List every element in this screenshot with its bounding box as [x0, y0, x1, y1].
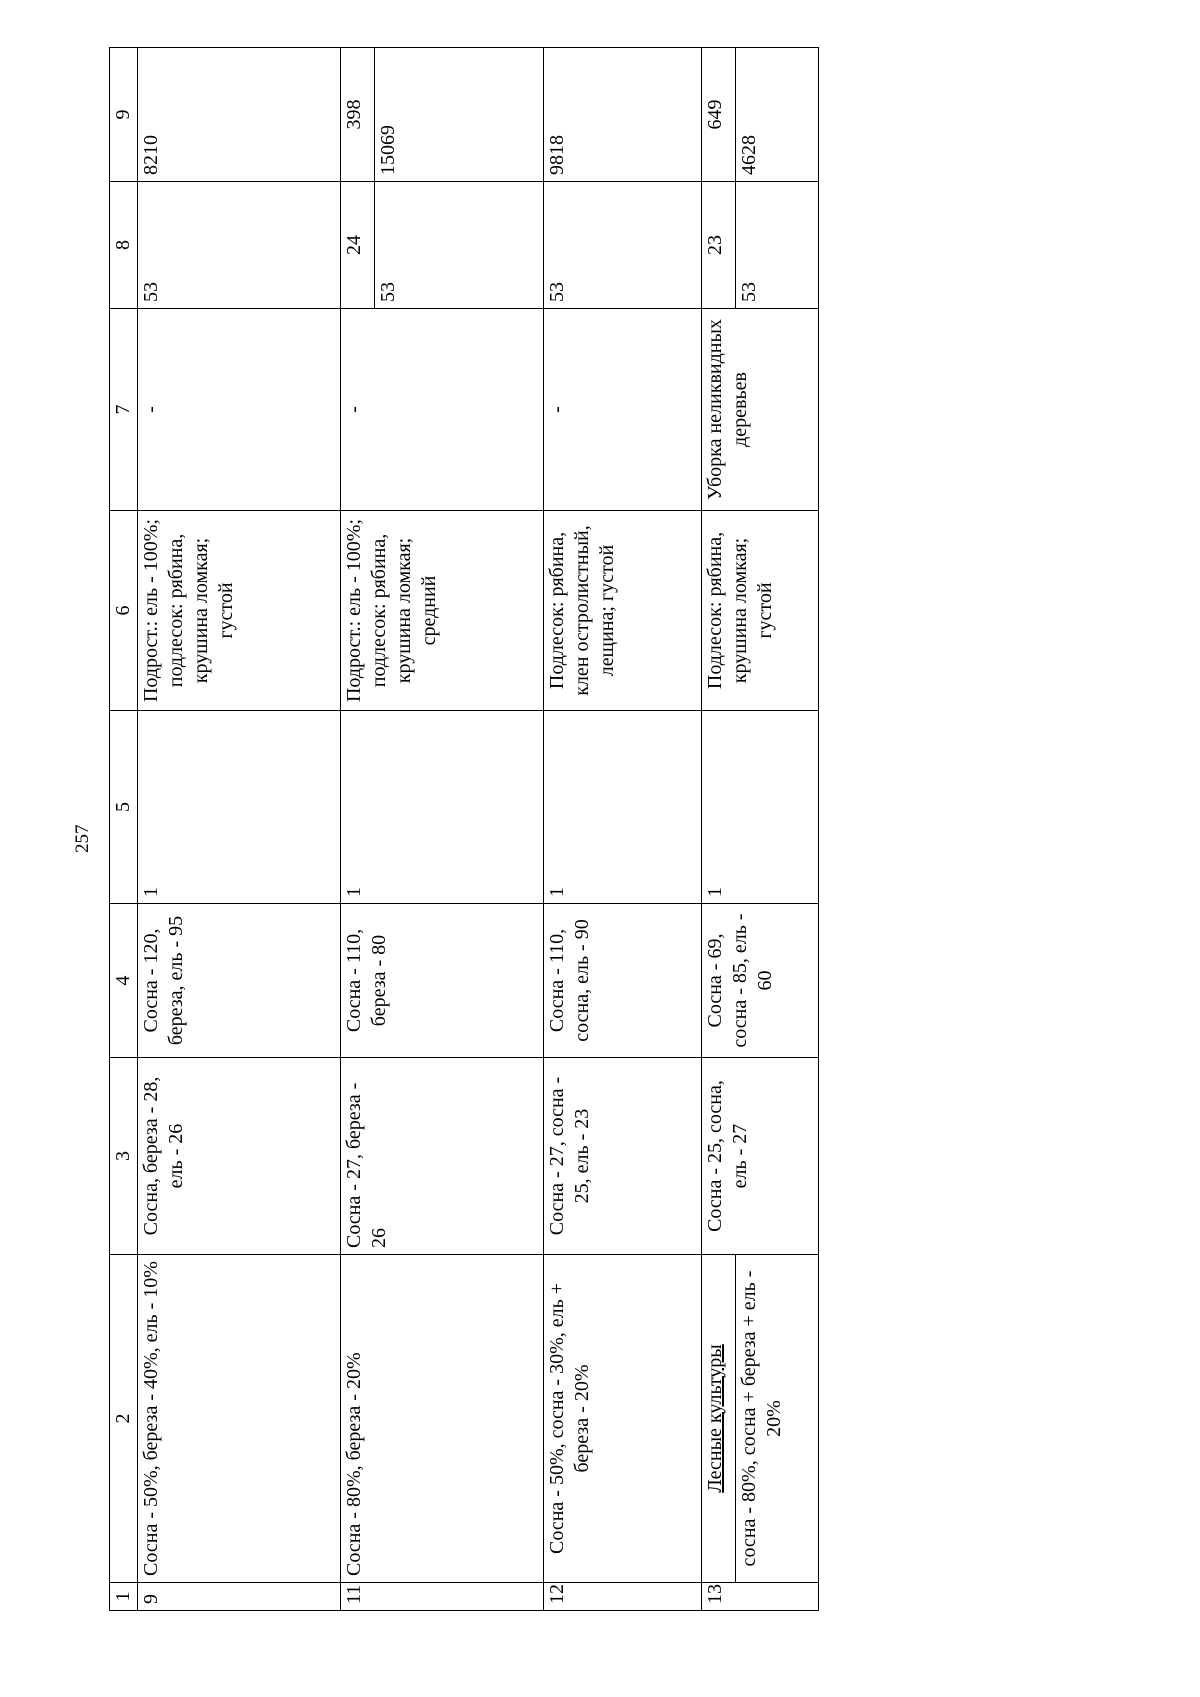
header-row: [110, 48, 138, 1611]
table-row: [543, 48, 701, 1611]
col8-cell: 53: [543, 182, 701, 309]
col8-cell: 53: [138, 182, 340, 309]
col9-cell: 649: [701, 48, 736, 182]
row-number: 13: [701, 1583, 818, 1611]
header-cell: 9: [110, 48, 138, 182]
height-cell: Сосна - 27, сосна - 25, ель - 23: [543, 1058, 701, 1255]
header-cell: 4: [110, 904, 138, 1058]
class-cell: 1: [138, 711, 340, 904]
composition-cell: Сосна - 50%, береза - 40%, ель - 10%: [138, 1255, 340, 1583]
header-cell: 8: [110, 182, 138, 309]
age-cell: Сосна - 110, береза - 80: [340, 904, 543, 1058]
height-cell: Сосна - 25, сосна, ель - 27: [701, 1058, 818, 1255]
age-cell: Сосна - 69, сосна - 85, ель - 60: [701, 904, 818, 1058]
age-cell: Сосна - 110, сосна, ель - 90: [543, 904, 701, 1058]
composition-title-cell: Лесные культуры: [701, 1255, 736, 1583]
measures-cell: -: [340, 309, 543, 511]
header-cell: 7: [110, 309, 138, 511]
measures-cell: -: [138, 309, 340, 511]
undergrowth-cell: Подрост.: ель - 100%; подлесок: рябина, крушина ломкая; средний: [340, 511, 543, 711]
class-cell: 1: [701, 711, 818, 904]
height-cell: Сосна - 27, береза - 26: [340, 1058, 543, 1255]
forest-inventory-table: [109, 47, 819, 1611]
table-row: [340, 48, 375, 1611]
col8-cell: 24: [340, 182, 375, 309]
table-row: [701, 48, 736, 1611]
header-cell: 2: [110, 1255, 138, 1583]
table-row: [138, 48, 340, 1611]
col9-cell: 8210: [138, 48, 340, 182]
header-cell: 5: [110, 711, 138, 904]
composition-cell: сосна - 80%, сосна + береза + ель - 20%: [736, 1255, 819, 1583]
measures-cell: Уборка неликвидных деревьев: [701, 309, 818, 511]
undergrowth-cell: Подлесок: рябина, клен остролистный, лещина; густой: [543, 511, 701, 711]
col8-cell: 23: [701, 182, 736, 309]
class-cell: 1: [543, 711, 701, 904]
class-cell: 1: [340, 711, 543, 904]
row-number: 9: [138, 1583, 340, 1611]
col9-cell: 15069: [375, 48, 544, 182]
composition-cell: Сосна - 80%, береза - 20%: [340, 1255, 543, 1583]
rotated-table-wrapper: [109, 48, 819, 1611]
undergrowth-cell: Подлесок: рябина, крушина ломкая; густой: [701, 511, 818, 711]
composition-cell: Сосна - 50%, сосна - 30%, ель + береза - 20%: [543, 1255, 701, 1583]
header-cell: 3: [110, 1058, 138, 1255]
col8-cell: 53: [375, 182, 544, 309]
col9-cell: 398: [340, 48, 375, 182]
col9-cell: 9818: [543, 48, 701, 182]
header-cell: 1: [110, 1583, 138, 1611]
row-number: 11: [340, 1583, 543, 1611]
age-cell: Сосна - 120, береза, ель - 95: [138, 904, 340, 1058]
row-number: 12: [543, 1583, 701, 1611]
measures-cell: -: [543, 309, 701, 511]
header-cell: 6: [110, 511, 138, 711]
col8-cell: 53: [736, 182, 819, 309]
height-cell: Сосна, береза - 28, ель - 26: [138, 1058, 340, 1255]
undergrowth-cell: Подрост.: ель - 100%; подлесок: рябина, крушина ломкая; густой: [138, 511, 340, 711]
document-page: [109, 48, 819, 1611]
col9-cell: 4628: [736, 48, 819, 182]
